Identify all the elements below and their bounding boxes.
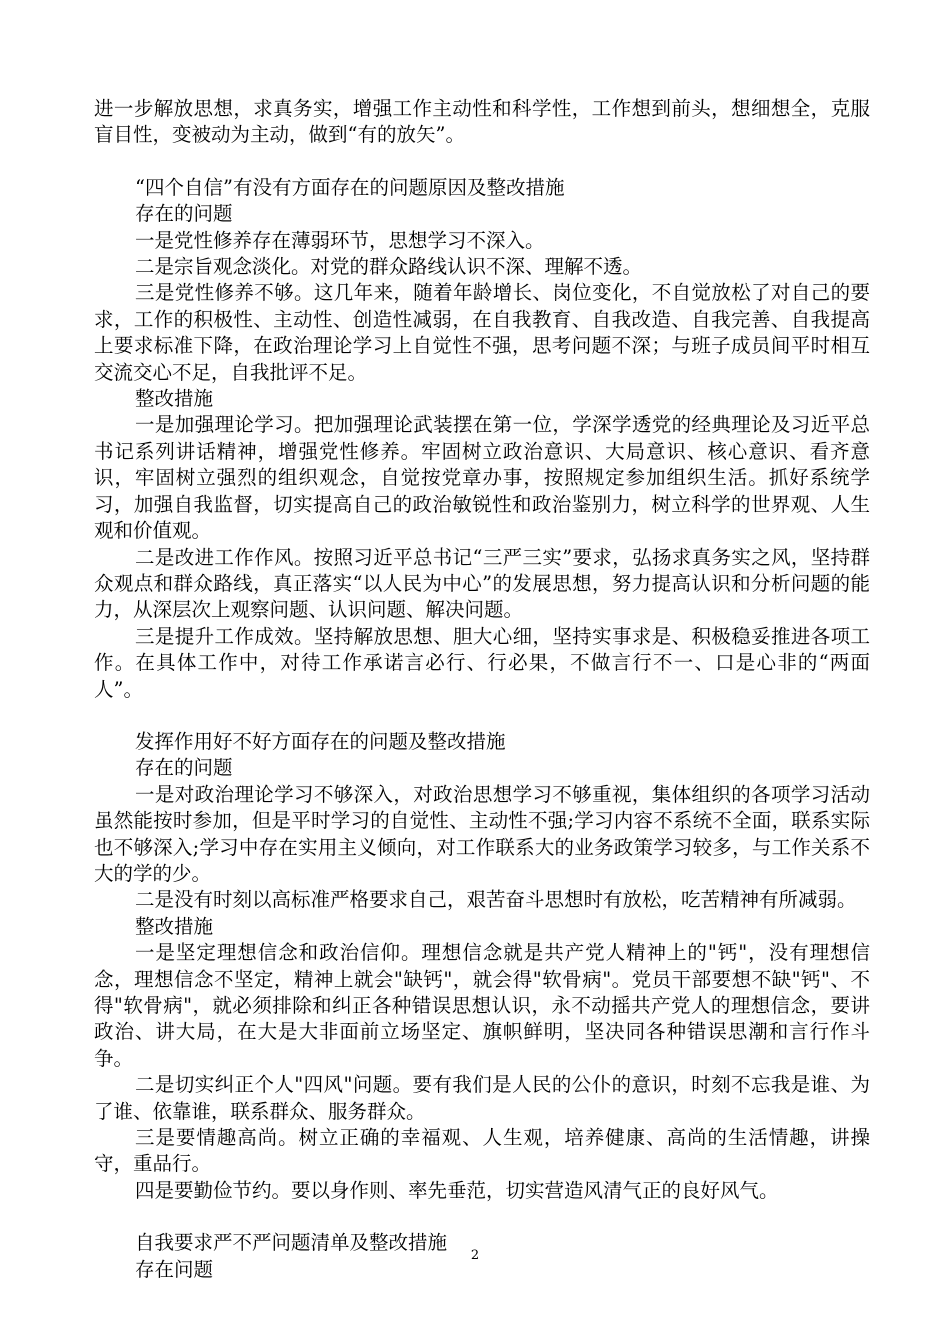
page-number: 2 — [470, 1248, 480, 1263]
paragraph: 三是提升工作成效。坚持解放思想、胆大心细，坚持实事求是、积极稳妥推进各项工作。在具体工作中，对待工作承诺言必行、行必果，不做言行不一、口是心非的“两面人”。 — [94, 624, 870, 701]
paragraph: 一是对政治理论学习不够深入，对政治思想学习不够重视，集体组织的各项学习活动虽然能按时参加，但是平时学习的自觉性、主动性不强;学习内容不系统不全面，联系实际也不够深入;学习中存在实用主义倾向，对工作联系大的业务政策学习较多，与工作关系不大的学的少。 — [94, 782, 870, 885]
paragraph: 一是坚定理想信念和政治信仰。理想信念就是共产党人精神上的"钙"，没有理想信念，理想信念不坚定，精神上就会"缺钙"，就会得"软骨病"。党员干部要想不缺"钙"、不得"软骨病"，就必须排除和纠正各种错误思想认识，永不动摇共产党人的理想信念，要讲政治、讲大局，在大是大非面前立场坚定、旗帜鲜明，坚决同各种错误思潮和言行作斗争。 — [94, 941, 870, 1070]
paragraph: 三是要情趣高尚。树立正确的幸福观、人生观，培养健康、高尚的生活情趣，讲操守，重品行。 — [94, 1126, 870, 1176]
blank-line — [94, 1204, 870, 1230]
paragraph: 一是加强理论学习。把加强理论武装摆在第一位，学深学透党的经典理论及习近平总书记系列讲话精神，增强党性修养。牢固树立政治意识、大局意识、核心意识、看齐意识，牢固树立强烈的组织观念，自觉按党章办事，按照规定参加组织生活。抓好系统学习，加强自我监督，切实提高自己的政治敏锐性和政治鉴别力，树立科学的世界观、人生观和价值观。 — [94, 413, 870, 543]
section-heading: 发挥作用好不好方面存在的问题及整改措施 — [135, 729, 506, 753]
paragraph: 二是改进工作作风。按照习近平总书记“三严三实”要求，弘扬求真务实之风，坚持群众观点和群众路线，真正落实“以人民为中心”的发展思想，努力提高认识和分析问题的能力，从深层次上观察问题、认识问题、解决问题。 — [94, 545, 870, 622]
section-heading: “四个自信”有没有方面存在的问题原因及整改措施 — [135, 175, 565, 199]
subheading-problems: 存在问题 — [135, 1257, 214, 1281]
subheading-measures: 整改措施 — [135, 387, 214, 411]
subheading-problems: 存在的问题 — [135, 756, 233, 780]
document-body — [94, 96, 870, 1283]
subheading-measures: 整改措施 — [135, 914, 214, 938]
paragraph: 二是切实纠正个人"四风"问题。要有我们是人民的公仆的意识，时刻不忘我是谁、为了谁、依靠谁，联系群众、服务群众。 — [94, 1073, 870, 1123]
paragraph: 三是党性修养不够。这几年来，随着年龄增长、岗位变化，不自觉放松了对自己的要求，工作的积极性、主动性、创造性减弱，在自我教育、自我改造、自我完善、自我提高上要求标准下降，在政治理论学习上自觉性不强，思考问题不深；与班子成员间平时相互交流交心不足，自我批评不足。 — [94, 281, 870, 384]
paragraph: 四是要勤俭节约。要以身作则、率先垂范，切实营造风清气正的良好风气。 — [135, 1178, 779, 1202]
blank-line — [94, 149, 870, 175]
blank-line — [94, 703, 870, 729]
subheading-problems: 存在的问题 — [135, 202, 233, 226]
paragraph: 二是没有时刻以高标准严格要求自己，艰苦奋斗思想时有放松，吃苦精神有所减弱。 — [135, 888, 857, 912]
paragraph: 一是党性修养存在薄弱环节，思想学习不深入。 — [135, 228, 545, 252]
paragraph: 进一步解放思想，求真务实，增强工作主动性和科学性，工作想到前头，想细想全，克服盲目性，变被动为主动，做到“有的放矢”。 — [94, 97, 870, 147]
paragraph: 二是宗旨观念淡化。对党的群众路线认识不深、理解不透。 — [135, 255, 643, 279]
section-heading: 自我要求严不严问题清单及整改措施 — [135, 1231, 448, 1255]
